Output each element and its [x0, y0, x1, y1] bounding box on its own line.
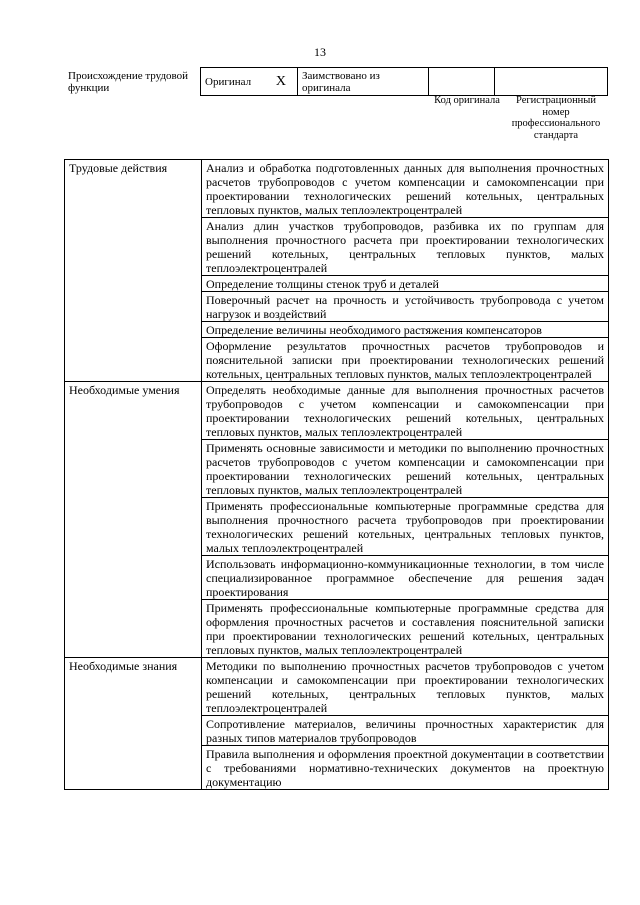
origin-borrowed-cell [298, 68, 429, 96]
origin-original-cell [201, 68, 298, 96]
origin-reg-label: Регистрационный номер профессионального стандарта [511, 95, 601, 141]
section-item: Применять профессиональные компьютерные программные средства для выполнения прочностного расчета трубопроводов при проектировании технологических решений котельных, центральных тепловых пунктов, малых теплоэлектроцентралей [202, 498, 609, 556]
origin-label: Происхождение трудовой функции [68, 70, 189, 94]
origin-reg-cell [495, 68, 608, 96]
section-item: Определение толщины стенок труб и деталей [202, 276, 609, 292]
section-item: Использовать информационно-коммуникационные технологии, в том числе специализированное программное обеспечение для решения задач проектирования [202, 556, 609, 600]
section-title: Необходимые умения [65, 382, 202, 658]
section-item: Определение величины необходимого растяжения компенсаторов [202, 322, 609, 338]
origin-code-label: Код оригинала [434, 95, 500, 106]
section-item: Анализ длин участков трубопроводов, разбивка их по группам для выполнения прочностного расчета при проектировании технологических решений котельных, центральных тепловых пунктов, малых теплоэлектроцентралей [202, 218, 609, 276]
section-item: Применять основные зависимости и методики по выполнению прочностных расчетов трубопроводов с учетом компенсации и самокомпенсации при проектировании технологических решений котельных, центральных тепловых пунктов, малых теплоэлектроцентралей [202, 440, 609, 498]
section-title: Необходимые знания [65, 658, 202, 790]
page-number: 13 [314, 45, 326, 59]
origin-original-label: Оригинал [205, 75, 252, 88]
section-title: Трудовые действия [65, 160, 202, 382]
section-item: Правила выполнения и оформления проектной документации в соответствии с требованиями нормативно-технических документов на проектную документацию [202, 746, 609, 790]
table-row [65, 382, 609, 440]
section-item: Применять профессиональные компьютерные программные средства для оформления прочностных расчетов и составления пояснительной записки при проектировании технологических решений котельных, центральных тепловых пунктов, малых теплоэлектроцентралей [202, 600, 609, 658]
labor-function-table [64, 159, 609, 790]
section-item: Определять необходимые данные для выполнения прочностных расчетов трубопроводов с учетом компенсации и самокомпенсации при проектировании технологических решений котельных, центральных тепловых пунктов, малых теплоэлектроцентралей [202, 382, 609, 440]
origin-mark: X [275, 73, 286, 89]
origin-borrowed-label: Заимствовано из оригинала [302, 69, 380, 94]
section-item: Оформление результатов прочностных расчетов трубопроводов и пояснительной записки при проектировании технологических решений котельных, центральных тепловых пунктов, малых теплоэлектроцентралей [202, 338, 609, 382]
table-row [65, 160, 609, 218]
section-item: Сопротивление материалов, величины прочностных характеристик для разных типов материалов трубопроводов [202, 716, 609, 746]
section-item: Методики по выполнению прочностных расчетов трубопроводов с учетом компенсации и самокомпенсации при проектировании технологических решений котельных, центральных тепловых пунктов, малых теплоэлектроцентралей [202, 658, 609, 716]
origin-code-cell [429, 68, 495, 96]
origin-table [200, 67, 608, 96]
table-row [65, 658, 609, 716]
section-item: Поверочный расчет на прочность и устойчивость трубопровода с учетом нагрузок и воздействий [202, 292, 609, 322]
section-item: Анализ и обработка подготовленных данных для выполнения прочностных расчетов трубопроводов с учетом компенсации и самокомпенсации при проектировании технологических решений котельных, центральных тепловых пунктов, малых теплоэлектроцентралей [202, 160, 609, 218]
